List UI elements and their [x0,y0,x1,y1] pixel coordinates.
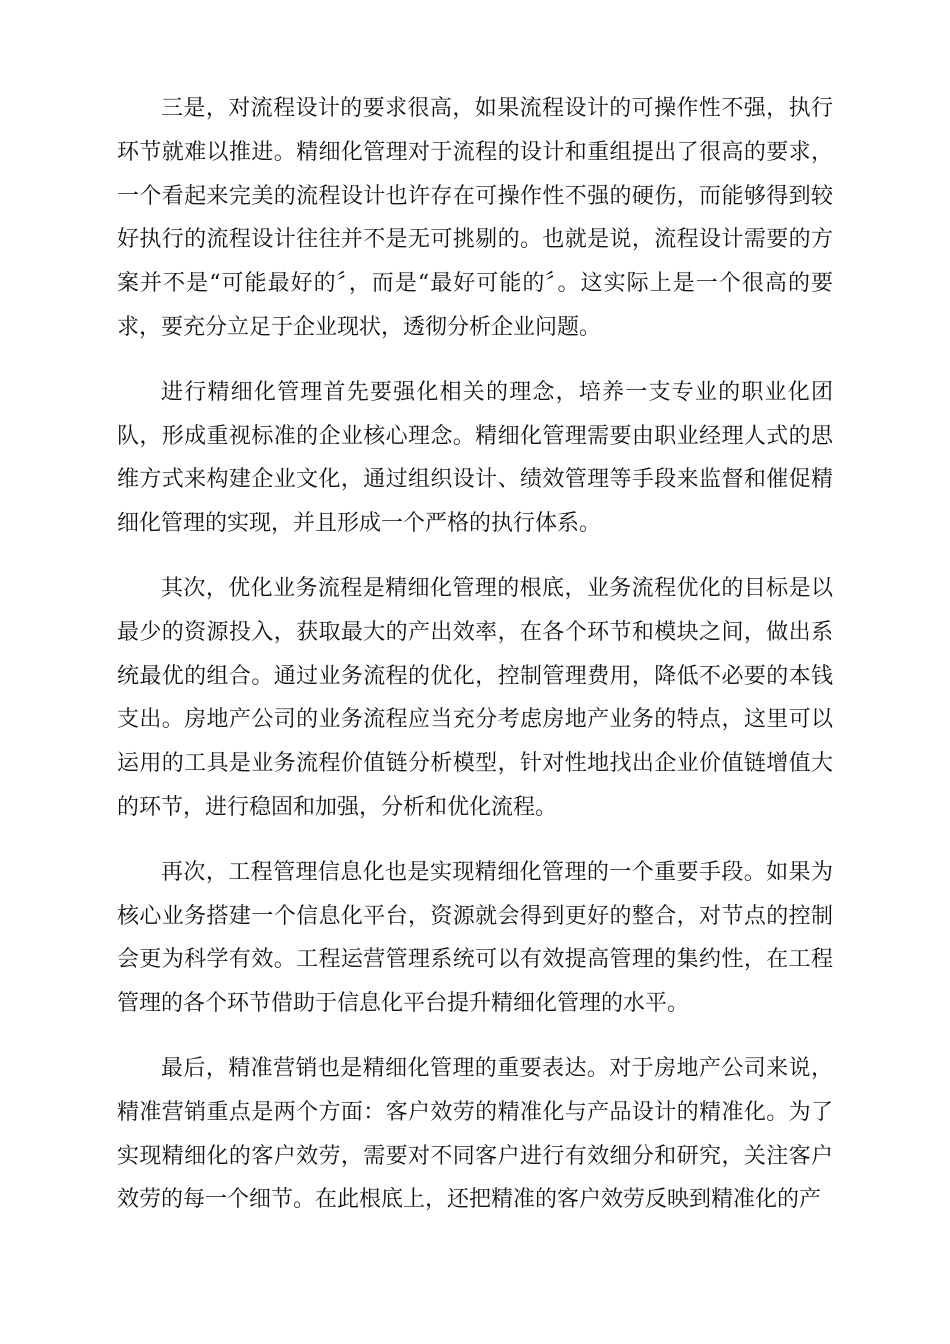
paragraph-precision-marketing: 最后，精准营销也是精细化管理的重要表达。对于房地产公司来说，精准营销重点是两个方面：客户效劳的精准化与产品设计的精准化。为了实现精细化的客户效劳，需要对不同客户进行有效细分和研究，关注客户效劳的每一个细节。在此根底上，还把精准的客户效劳反映到精准化的产 [117,1055,833,1213]
paragraph-informatization: 再次，工程管理信息化也是实现精细化管理的一个重要手段。如果为核心业务搭建一个信息化平台，资源就会得到更好的整合，对节点的控制会更为科学有效。工程运营管理系统可以有效提高管理的集约性，在工程管理的各个环节借助于信息化平台提升精细化管理的水平。 [117,859,833,1017]
document-body [117,87,833,1222]
paragraph-business-process: 其次，优化业务流程是精细化管理的根底，业务流程优化的目标是以最少的资源投入，获取最大的产出效率，在各个环节和模块之间，做出系统最优的组合。通过业务流程的优化，控制管理费用，降低不必要的本钱支出。房地产公司的业务流程应当充分考虑房地产业务的特点，这里可以运用的工具是业务流程价值链分析模型，针对性地找出企业价值链增值大的环节，进行稳固和加强，分析和优化流程。 [117,575,833,820]
paragraph-process-design: 三是，对流程设计的要求很高，如果流程设计的可操作性不强，执行环节就难以推进。精细化管理对于流程的设计和重组提出了很高的要求，一个看起来完美的流程设计也许存在可操作性不强的硬伤，而能够得到较好执行的流程设计往往并不是无可挑剔的。也就是说，流程设计需要的方案并不是“可能最好的〞，而是“最好可能的〞。这实际上是一个很高的要求，要充分立足于企业现状，透彻分析企业问题。 [117,96,833,340]
paragraph-management-concept: 进行精细化管理首先要强化相关的理念，培养一支专业的职业化团队，形成重视标准的企业核心理念。精细化管理需要由职业经理人式的思维方式来构建企业文化，通过组织设计、绩效管理等手段来监督和催促精细化管理的实现，并且形成一个严格的执行体系。 [117,379,833,537]
